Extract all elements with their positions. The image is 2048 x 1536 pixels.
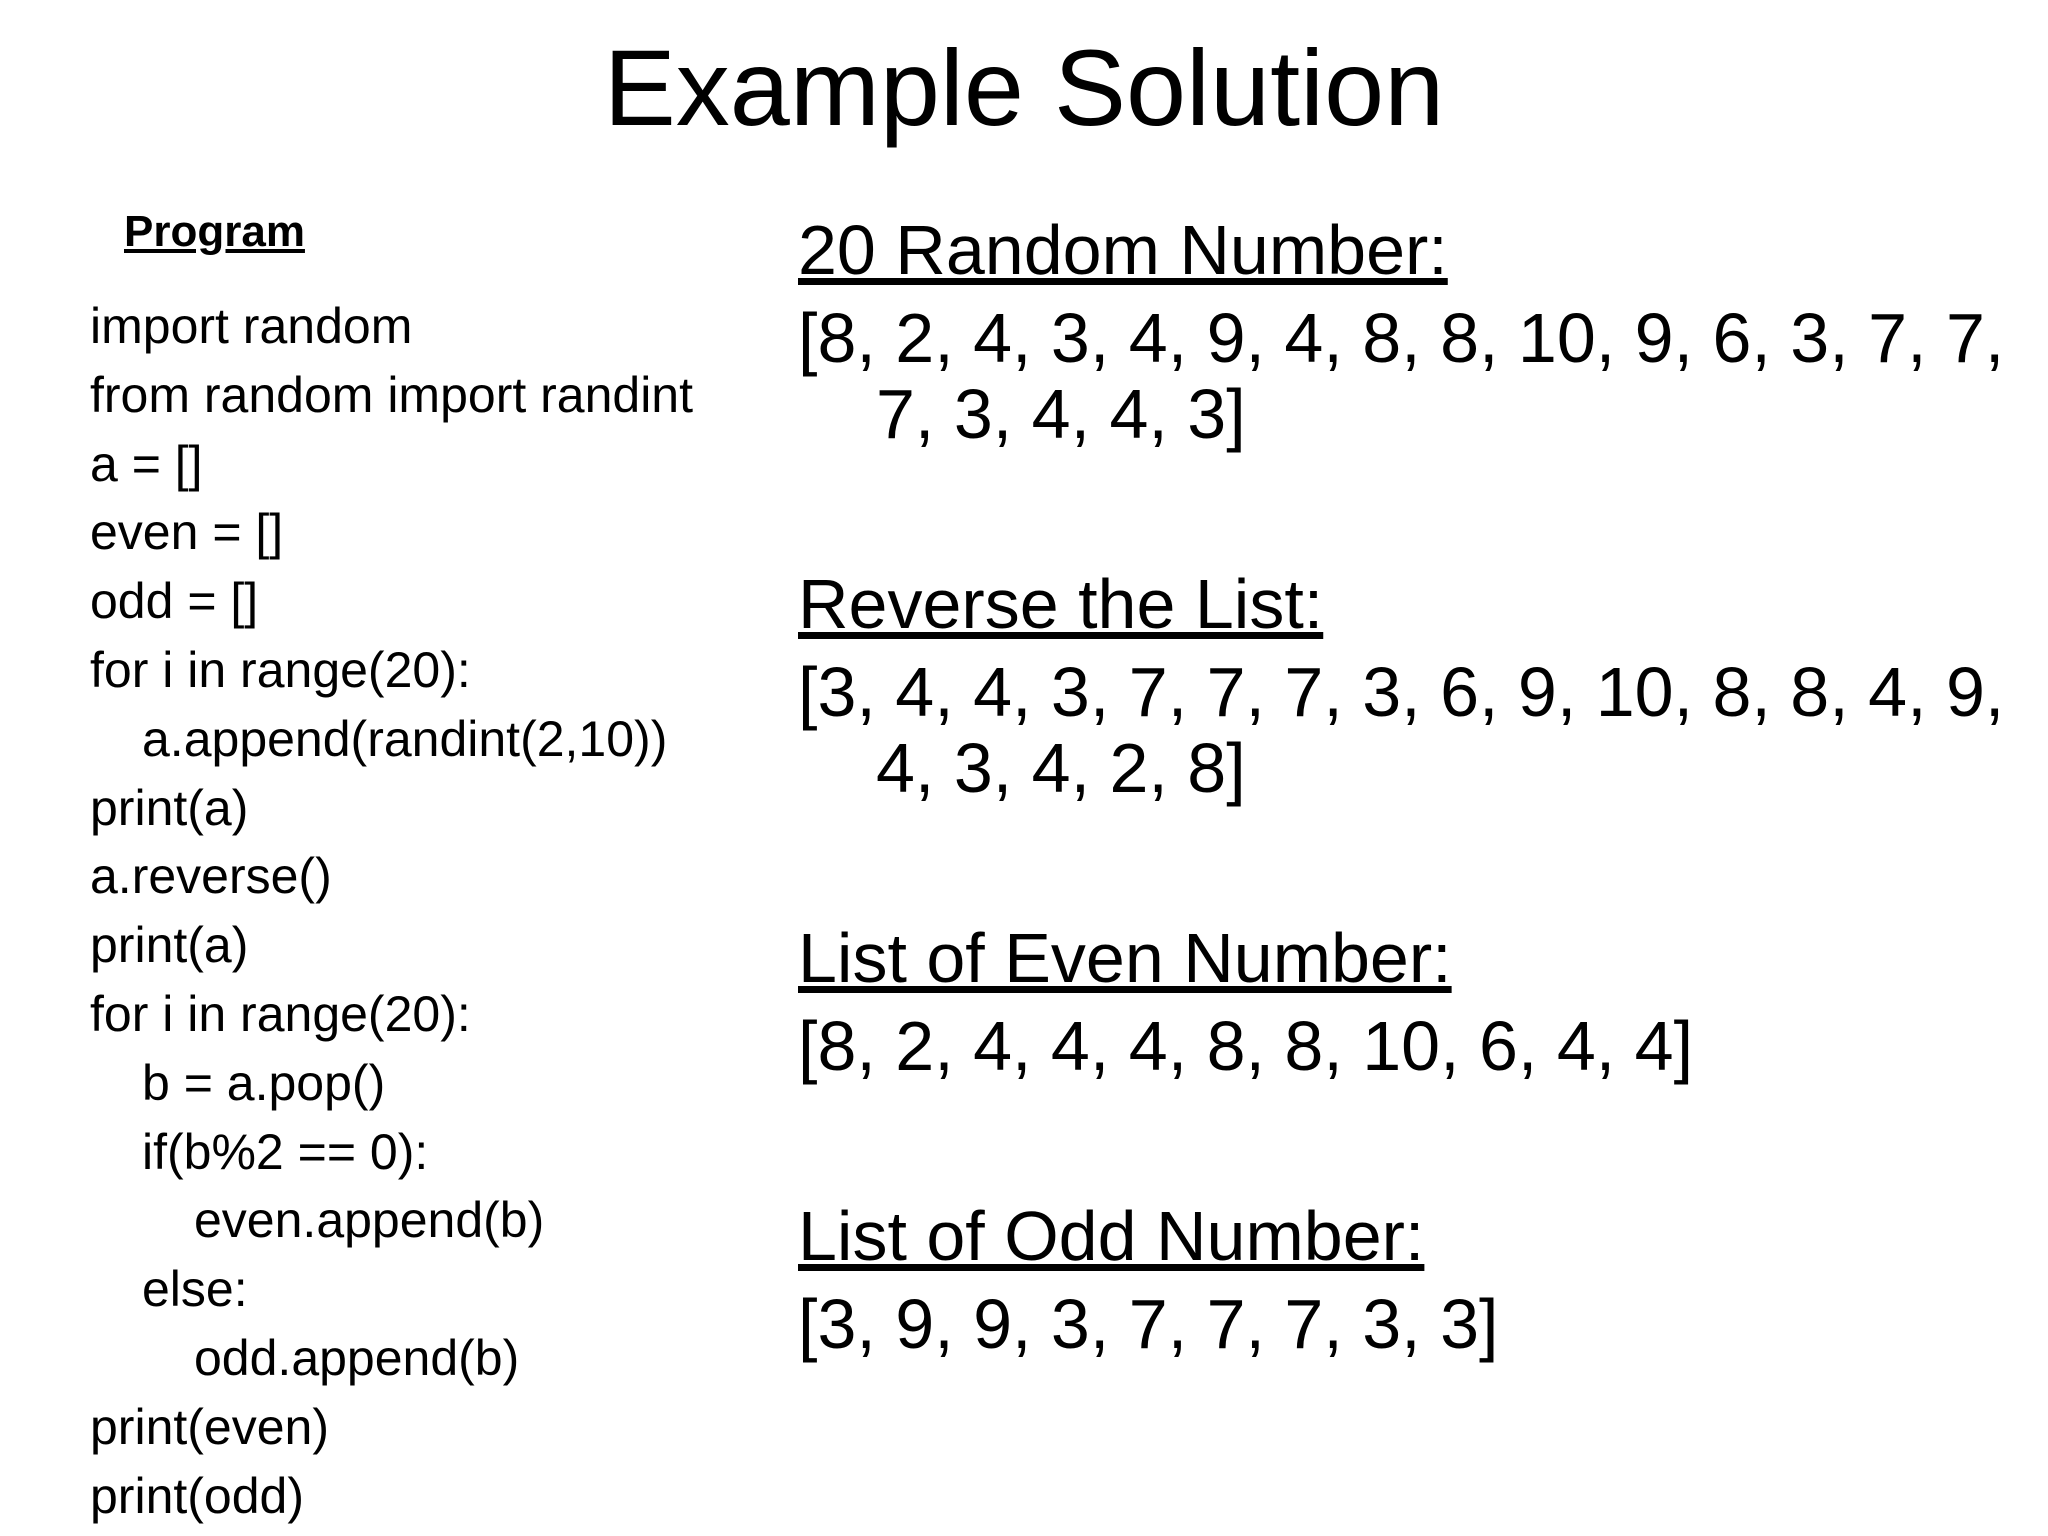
code-line: odd = [] bbox=[90, 573, 259, 630]
random-numbers-list: [8, 2, 4, 3, 4, 9, 4, 8, 8, 10, 9, 6, 3, 7, 7, 7, 3, 4, 4, 3] bbox=[798, 299, 2005, 453]
code-line: for i in range(20): bbox=[90, 985, 471, 1042]
code-line: even.append(b) bbox=[194, 1192, 545, 1249]
reverse-list-section bbox=[798, 562, 2018, 806]
reverse-list-heading: Reverse the List: bbox=[798, 565, 1324, 643]
code-line: print(a) bbox=[90, 917, 249, 974]
code-line: import random bbox=[90, 298, 413, 354]
even-numbers-list: [8, 2, 4, 4, 4, 8, 8, 10, 6, 4, 4] bbox=[798, 1007, 1694, 1085]
page-title: Example Solution bbox=[603, 27, 1445, 148]
even-numbers-heading: List of Even Number: bbox=[798, 919, 1452, 997]
odd-numbers-list: [3, 9, 9, 3, 7, 7, 7, 3, 3] bbox=[798, 1285, 1499, 1363]
code-line: even = [] bbox=[90, 504, 284, 561]
reverse-list-value: [3, 4, 4, 3, 7, 7, 7, 3, 6, 9, 10, 8, 8, 4, 9, 4, 3, 4, 2, 8] bbox=[798, 653, 2005, 807]
even-numbers-section bbox=[798, 916, 2018, 1084]
code-line: for i in range(20): bbox=[90, 641, 471, 698]
program-heading: Program bbox=[124, 207, 305, 256]
code-line: else: bbox=[142, 1261, 248, 1318]
code-line: if(b%2 == 0): bbox=[142, 1123, 429, 1180]
code-line: b = a.pop() bbox=[142, 1054, 386, 1111]
random-numbers-section bbox=[798, 208, 2018, 452]
code-line: a = [] bbox=[90, 435, 203, 492]
code-line: print(even) bbox=[90, 1398, 329, 1455]
random-numbers-heading: 20 Random Number: bbox=[798, 211, 1448, 289]
code-line: print(a) bbox=[90, 779, 249, 836]
code-line: from random import randint bbox=[90, 366, 694, 423]
code-line: print(odd) bbox=[90, 1467, 304, 1524]
odd-numbers-section bbox=[798, 1194, 2018, 1362]
code-line: a.append(randint(2,10)) bbox=[142, 710, 668, 767]
code-line: odd.append(b) bbox=[194, 1329, 520, 1386]
odd-numbers-heading: List of Odd Number: bbox=[798, 1197, 1425, 1275]
code-block bbox=[90, 292, 693, 1530]
code-line: a.reverse() bbox=[90, 848, 332, 905]
